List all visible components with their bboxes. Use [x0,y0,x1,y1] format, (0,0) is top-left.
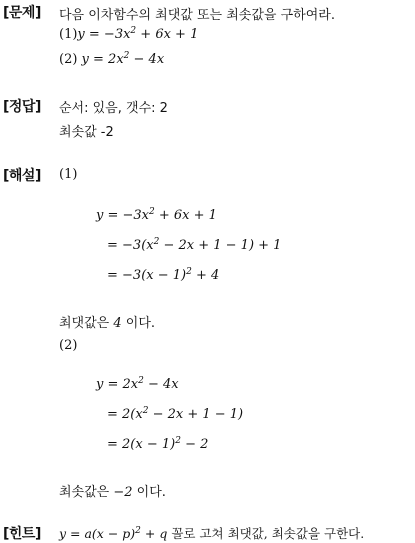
answer-tag: [정답] [3,99,41,115]
conclusion-text: 이다. [132,485,166,500]
answer-line-2: 최솟값 -2 [59,125,114,140]
equation-step [96,377,179,392]
exponent: 2 [153,237,160,247]
explanation-part-1-conclusion [59,312,155,331]
equation-step [107,407,243,422]
problem-tag: [문제] [3,5,41,21]
math-text: y = 2x [81,52,124,67]
exponent: 2 [138,376,144,386]
explanation-part-2-label: (2) [59,338,78,353]
math-text: = 2(x − 1) [107,437,176,452]
math-text: + q [140,526,168,541]
answer-line-1: 순서: 있음, 갯수: 2 [59,101,168,116]
problem-item-label: (2) [59,52,82,67]
hint-text [59,524,364,542]
explanation-tag: [해설] [3,168,41,184]
math-text: y = −3x [77,27,131,42]
math-text: − 2x + 1 − 1) [148,407,244,422]
math-text: + 6x + 1 [154,208,217,223]
exponent: 2 [186,267,192,277]
math-text: = −3(x − 1) [107,268,187,283]
math-text: y = 2x [96,377,139,392]
math-text: − 2 [180,437,209,452]
math-text: y = −3x [96,208,149,223]
exponent: 2 [130,26,137,36]
explanation-part-1-label: (1) [59,167,78,182]
problem-item-label: (1) [59,27,78,42]
math-text: − 2x + 1 − 1) + 1 [159,238,282,253]
equation-step [107,437,208,452]
exponent: 2 [175,436,181,446]
hint-tag: [힌트] [3,526,41,542]
math-text: y = a(x − p) [59,526,136,541]
math-text: + 6x + 1 [136,27,199,42]
problem-item-2 [59,52,164,67]
equation-step [107,268,219,283]
problem-item-1 [59,27,198,42]
math-text: + 4 [191,268,220,283]
conclusion-text: 최솟값은 [59,485,114,500]
equation-step [107,238,281,253]
exponent: 2 [142,406,149,416]
exponent: 2 [135,526,141,536]
conclusion-text: 이다. [121,316,156,331]
explanation-part-2-conclusion [59,481,166,500]
exponent: 2 [149,207,155,217]
conclusion-text: 최댓값은 [59,316,114,331]
conclusion-value: −2 [113,485,133,500]
hint-sentence: 꼴로 고쳐 최댓값, 최솟값을 구한다. [167,526,365,541]
equation-step [96,208,217,223]
math-text: = 2(x [107,407,143,422]
math-text: = −3(x [107,238,154,253]
conclusion-value: 4 [113,316,122,331]
exponent: 2 [123,51,130,61]
problem-statement: 다음 이차함수의 최댓값 또는 최솟값을 구하여라. [59,8,335,23]
math-text: − 4x [129,52,165,67]
math-text: − 4x [143,377,179,392]
